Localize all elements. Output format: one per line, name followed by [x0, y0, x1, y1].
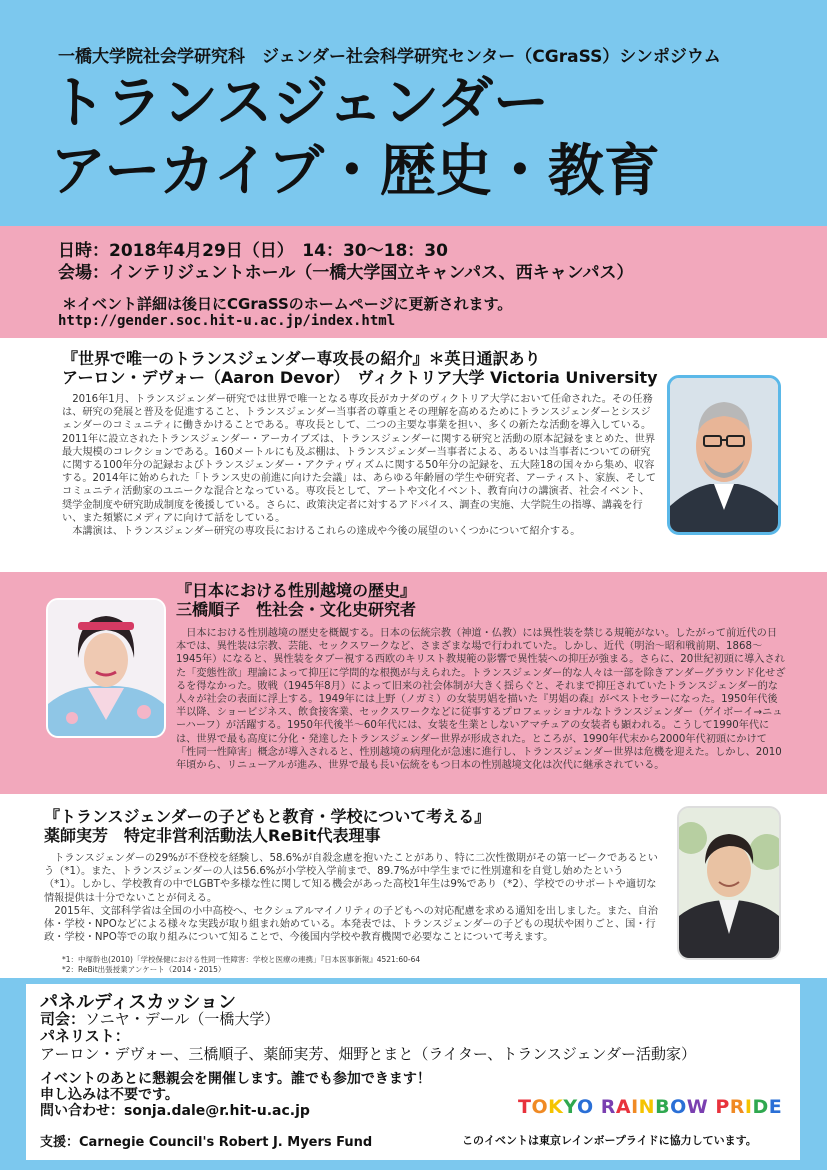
logo-letter: R	[729, 1096, 745, 1118]
logo-letter: R	[600, 1096, 616, 1118]
logo-letter	[594, 1096, 601, 1118]
moderator-label: 司会：	[40, 1010, 86, 1028]
talk-3-title: 『トランスジェンダーの子どもと教育・学校について考える』	[44, 807, 491, 826]
logo-letter: E	[768, 1096, 783, 1118]
talk-1-paragraph: 2016年1月、トランスジェンダー研究では世界で唯一となる専攻長がカナダのヴィクトリア大学において任命された。その任務は、研究の発展と普及を促進すること、トランスジェンダー当事者の尊重とその理解を高めるためにトランスジェンダーとシスジェンダーのコミュニティに働きかけることである。専攻長として、二つの主要な事業を担い、多くの新たな活動を導入している。2011年に設立されたトランスジェンダー・アーカイブズは、トランスジェンダーに関する研究と活動の原本記録をまとめた、世界最大規模のコレクションである。160メートルにも及ぶ棚は、トランスジェンダー当事者による、あるいは当事者についての研究に関する100年分の記録およびトランスジェンダー・アクティヴィズムに関する50年分の記録を、五大陸18の国々から集め、収容する。2014年に始められた「トランス史の前進に向けた会議」は、あらゆる年齢層の学生や研究者、アーティスト、家族、そしてコミュニティ活動家のユニークな混合となっている。専攻長として、アートや文化イベント、教育向けの講演者、社会イベント、奨学金制度や研究助成制度を後援している。さらに、政策決定者に対するアドバイス、調査の実施、大学院生の指導、講義を行い、また頻繁にメディアに向けて話をしている。	[62, 394, 657, 524]
support-credit: 支援：Carnegie Council's Robert J. Myers Fund	[40, 1135, 373, 1150]
logo-letter: P	[715, 1096, 730, 1118]
portrait-kimono-image	[48, 600, 164, 736]
logo-letter: K	[548, 1096, 564, 1118]
logo-letter: T	[518, 1096, 532, 1118]
main-title-line-2: アーカイブ・歴史・教育	[50, 138, 660, 204]
talk-3-body	[44, 852, 660, 944]
talk-1-speaker: アーロン・デヴォー（Aaron Devor） ヴィクトリア大学 Victoria University	[62, 368, 658, 387]
moderator-value: ソニヤ・デール（一橋大学）	[85, 1010, 280, 1028]
talk-2-speaker: 三橋順子 性社会・文化史研究者	[176, 600, 417, 619]
logo-letter: O	[531, 1096, 549, 1118]
speaker-photo-yakushi-mika	[677, 806, 781, 960]
portrait-man-image	[670, 378, 778, 532]
event-date: 日時：2018年4月29日（日） 14：30～18：30	[58, 241, 448, 261]
talk-1-paragraph: 本講演は、トランスジェンダー研究の専攻長におけるこれらの達成や今後の展望のいくつかについて紹介する。	[72, 526, 581, 538]
logo-letter: I	[744, 1096, 753, 1118]
contact-email[interactable]: 問い合わせ：sonja.dale@r.hit-u.ac.jp	[40, 1103, 310, 1119]
talk-3-paragraph: 2015年、文部科学省は全国の小中高校へ、セクシュアルマイノリティの子どもへの対応配慮を求める通知を出しました。また、自治体・学校・NPOなどによる様々な実践が取り組まれ始めている。本発表では、トランスジェンダーの子どもの現状や困りごと、国・行政・学校・NPO等での取り組みについて知ることで、今後国内学校や教育機関で必要なことについて考えます。	[44, 905, 658, 944]
portrait-person-image	[679, 808, 779, 958]
talk-3-footnotes	[62, 955, 420, 975]
logo-letter: D	[752, 1096, 769, 1118]
logo-letter: O	[670, 1096, 687, 1118]
tokyo-rainbow-pride-logo	[518, 1096, 782, 1118]
no-application-note: 申し込みは不要です。	[40, 1087, 179, 1103]
talk-3-paragraph: トランスジェンダーの29%が不登校を経験し、58.6%が自殺念慮を抱いたことがあり、特に二次性徴期がその第一ピークであるという（*1）。また、トランスジェンダーの人は56.6%が小学校入学前まで、89.7%が中学生までに性別違和を自覚し始めたという（*1）。しかし、学校教育の中でLGBTや多様な性に関して知る機会があった高校1年生は9%であり（*2）、学校でのサポートや適切な情報提供は十分でないことが伺える。	[44, 853, 658, 904]
talk-3-speaker: 薬師実芳 特定非営利活動法人ReBit代表理事	[44, 826, 381, 845]
talk-1-body	[62, 393, 658, 538]
panel-heading: パネルディスカッション	[40, 992, 237, 1013]
panelists-list: アーロン・デヴォー、三橋順子、薬師実芳、畑野とまと（ライター、トランスジェンダー活動家）	[40, 1045, 696, 1063]
logo-letter: A	[615, 1096, 632, 1118]
logo-letter: N	[638, 1096, 656, 1118]
logo-letter: B	[655, 1096, 671, 1118]
footnote: *2：ReBit出張授業アンケート（2014・2015）	[62, 965, 226, 974]
talk-2-body	[176, 627, 786, 772]
logo-letter: O	[576, 1096, 594, 1118]
talk-1-title: 『世界で唯一のトランスジェンダー専攻長の紹介』＊英日通訳あり	[62, 349, 541, 368]
partner-note: このイベントは東京レインボープライドに協力しています。	[462, 1134, 757, 1147]
event-organizer-subtitle: 一橋大学院社会学研究科 ジェンダー社会科学研究センター（CGraSS）シンポジウム	[58, 47, 721, 67]
footnote: *1：中塚幹也(2010)「学校保健における性同一性障害：学校と医療の連携」『日本医事新報』4521:60-64	[62, 955, 421, 964]
panelists-label: パネリスト：	[40, 1027, 130, 1045]
talk-2-title: 『日本における性別越境の歴史』	[176, 581, 417, 600]
logo-letter: W	[686, 1096, 709, 1118]
event-note: ＊イベント詳細は後日にCGraSSのホームページに更新されます。	[62, 295, 513, 313]
social-gathering-note: イベントのあとに懇親会を開催します。誰でも参加できます！	[40, 1071, 431, 1087]
main-title-line-1: トランスジェンダー	[50, 70, 549, 136]
event-venue: 会場：インテリジェントホール（一橋大学国立キャンパス、西キャンパス）	[58, 263, 634, 283]
logo-letter: I	[631, 1096, 639, 1118]
event-url-link[interactable]: http://gender.soc.hit-u.ac.jp/index.html	[58, 313, 396, 329]
speaker-photo-mitsuhashi-junko	[46, 598, 166, 738]
logo-letter: Y	[563, 1096, 577, 1118]
talk-2-paragraph: 日本における性別越境の歴史を概観する。日本の伝統宗教（神道・仏教）には異性装を禁じる規範がない。したがって前近代の日本では、異性装は宗教、芸能、セックスワークなど、さまざまな場で行われていた。しかし、近代（明治～昭和戦前期、1868～1945年）になると、異性装をタブー視する西欧のキリスト教規範の影響で異性装への抑圧が強まる。さらに、20世紀初頭に導入された「変態性欲」理論によって抑圧に学問的な根拠が与えられた。トランスジェンダー的な人々は一部を除きアンダーグラウンド化せざるを得なかった。敗戦（1945年8月）によって旧来の社会体制が大きく揺らぐと、それまで抑圧されていたトランスジェンダー的な人々が社会の表面に浮上する。1949年には上野（ノガミ）の女装男娼を描いた『男娼の森』がベストセラーになった。1950年代後半以降、ショービジネス、飲食接客業、セックスワークなどに従事するプロフェッショナルなトランスジェンダー（ゲイボーイ→ニューハーフ）が活躍する。1950年代後半～60年代には、女装を生業としないアマチュアの女装者も顕われる。こうして1990年代には、世界で最も高度に分化・発達したトランスジェンダー世界が形成された。ところが、1990年代末から2000年代初頭にかけて「性同一性障害」概念が導入されると、性別越境の病理化が急速に進行し、トランスジェンダー世界は危機を迎えた。しかし、2010年頃から、リニューアルが進み、世界で最も長い伝統をもつ日本の性別越境文化は次代に継承されている。	[176, 628, 786, 772]
speaker-photo-aaron-devor	[667, 375, 781, 535]
